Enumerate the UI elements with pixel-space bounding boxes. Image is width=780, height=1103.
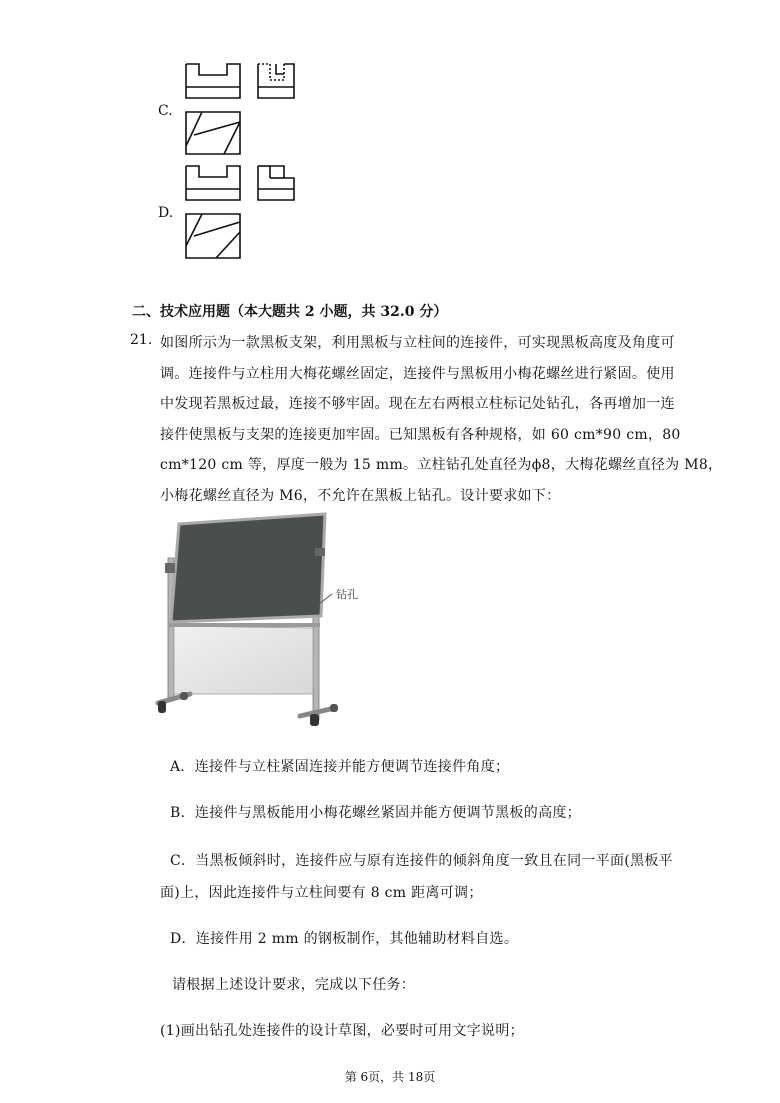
question-line: 接件使黑板与支架的连接更加牢固。已知黑板有各种规格，如 60 cm*90 cm，80 <box>160 426 681 443</box>
question-line: 中发现若黑板过最，连接不够牢固。现在左右两根立柱标记处钻孔，各再增加一连 <box>160 396 675 412</box>
blackboard-stand-figure <box>150 508 390 733</box>
option-d-side-view <box>258 166 294 200</box>
requirement-c-line1: C．当黑板倾斜时，连接件应与原有连接件的倾斜角度一致且在同一平面(黑板平 <box>170 853 673 869</box>
blackboard <box>171 514 325 622</box>
option-c-front-view <box>186 64 240 98</box>
option-c-top-view <box>186 112 240 154</box>
question-line: cm*120 cm 等，厚度一般为 15 mm。立柱钻孔处直径为ϕ8，大梅花螺丝直径为 M8， <box>160 457 723 473</box>
requirement-b: B．连接件与黑板能用小梅花螺丝紧固并能方便调节黑板的高度； <box>170 805 581 821</box>
lower-whiteboard <box>174 626 313 694</box>
option-d-label: D. <box>158 205 174 221</box>
requirement-a: A．连接件与立柱紧固连接并能方便调节连接件角度； <box>170 759 510 775</box>
question-number: 21. <box>130 332 153 348</box>
option-c-label: C. <box>158 103 173 119</box>
option-d-front-view <box>186 166 240 200</box>
task-intro: 请根据上述设计要求，完成以下任务： <box>172 977 416 993</box>
requirement-d: D．连接件用 2 mm 的钢板制作，其他辅助材料自选。 <box>170 931 519 947</box>
question-line: 如图所示为一款黑板支架，利用黑板与立柱间的连接件，可实现黑板高度及角度可 <box>160 335 675 351</box>
question-line: 小梅花螺丝直径为 M6，不允许在黑板上钻孔。设计要求如下： <box>160 487 561 504</box>
question-line: 调。连接件与立柱用大梅花螺丝固定，连接件与黑板用小梅花螺丝进行紧固。使用 <box>160 365 675 382</box>
requirement-c-line2: 面)上，因此连接件与立柱间要有 8 cm 距离可调； <box>160 885 483 901</box>
page-footer: 第 6页，共 18页 <box>344 1070 436 1084</box>
question-paragraph <box>160 328 723 511</box>
section-title: 二、技术应用题（本大题共 2 小题，共 32.0 分） <box>132 304 448 320</box>
task-1: (1)画出钻孔处连接件的设计草图，必要时可用文字说明； <box>160 1023 524 1039</box>
drill-label: 钻孔 <box>336 588 358 601</box>
option-c-three-views <box>180 60 310 160</box>
option-d-three-views <box>180 162 310 262</box>
